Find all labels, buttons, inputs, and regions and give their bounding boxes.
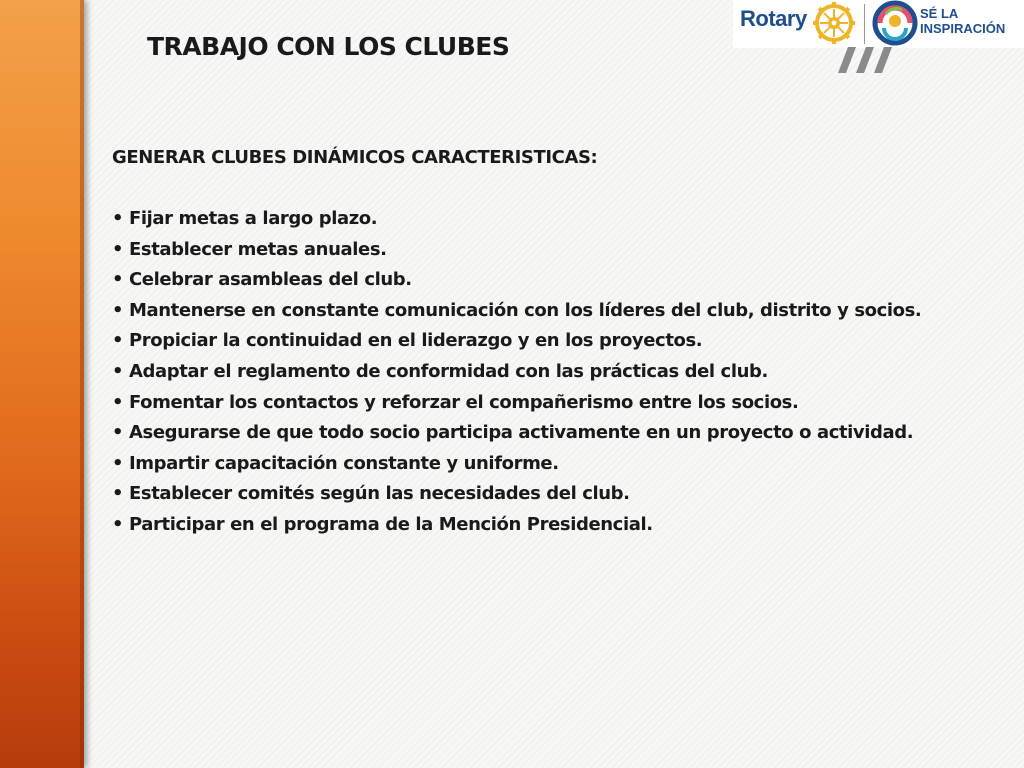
bullet-marker: • xyxy=(112,452,124,474)
slide-content xyxy=(112,143,1012,541)
bullet-item xyxy=(112,357,1012,388)
bullet-item xyxy=(112,265,1012,296)
bullet-marker: • xyxy=(112,208,124,229)
bullet-text: Asegurarse de que todo socio participa activamente en un proyecto o actividad. xyxy=(128,422,914,444)
bullet-text: Establecer comités según las necesidades del club. xyxy=(128,483,630,505)
rotary-wheel-icon xyxy=(812,1,856,45)
bullet-item xyxy=(112,296,1012,327)
bullet-item xyxy=(112,449,1012,480)
bullet-marker: • xyxy=(112,269,124,291)
bullet-item xyxy=(112,510,1012,541)
logo-divider xyxy=(864,4,865,44)
section-heading: GENERAR CLUBES DINÁMICOS CARACTERISTICAS: xyxy=(112,147,598,168)
bullet-text: Establecer metas anuales. xyxy=(128,238,387,260)
bullet-text: Mantenerse en constante comunicación con los líderes del club, distrito y socios. xyxy=(128,299,922,321)
bullet-text: Fomentar los contactos y reforzar el compañerismo entre los socios. xyxy=(128,391,799,413)
bullet-marker: • xyxy=(112,422,124,444)
bullet-text: Impartir capacitación constante y uniforme. xyxy=(128,452,559,474)
decorative-slashes xyxy=(838,47,900,73)
slide-title: TRABAJO CON LOS CLUBES xyxy=(147,32,510,61)
bullet-text: Celebrar asambleas del club. xyxy=(128,269,412,291)
side-decorative-band xyxy=(0,0,84,768)
bullet-marker: • xyxy=(112,391,124,413)
bullet-item xyxy=(112,479,1012,510)
bullet-marker: • xyxy=(112,513,124,535)
bullet-text: Adaptar el reglamento de conformidad con las prácticas del club. xyxy=(128,360,768,382)
bullet-text: Fijar metas a largo plazo. xyxy=(128,208,378,229)
theme-line-2: INSPIRACIÓN xyxy=(920,21,1006,36)
theme-swirl-logo xyxy=(872,0,918,46)
theme-line-1: SÉ LA xyxy=(920,6,959,21)
bullet-item xyxy=(112,326,1012,357)
bullet-item xyxy=(112,235,1012,266)
rotary-wordmark: Rotary xyxy=(740,6,807,31)
bullet-text: Participar en el programa de la Mención Presidencial. xyxy=(128,513,653,535)
bullet-text: Propiciar la continuidad en el liderazgo y en los proyectos. xyxy=(128,330,703,352)
bullet-item xyxy=(112,388,1012,419)
theme-text xyxy=(920,6,1005,36)
bullet-marker: • xyxy=(112,299,124,321)
bullet-marker: • xyxy=(112,483,124,505)
bullet-marker: • xyxy=(112,360,124,382)
bullet-marker: • xyxy=(112,330,124,352)
bullet-item xyxy=(112,418,1012,449)
bullet-marker: • xyxy=(112,238,124,260)
bullet-list xyxy=(112,204,1012,541)
bullet-item xyxy=(112,204,1012,235)
